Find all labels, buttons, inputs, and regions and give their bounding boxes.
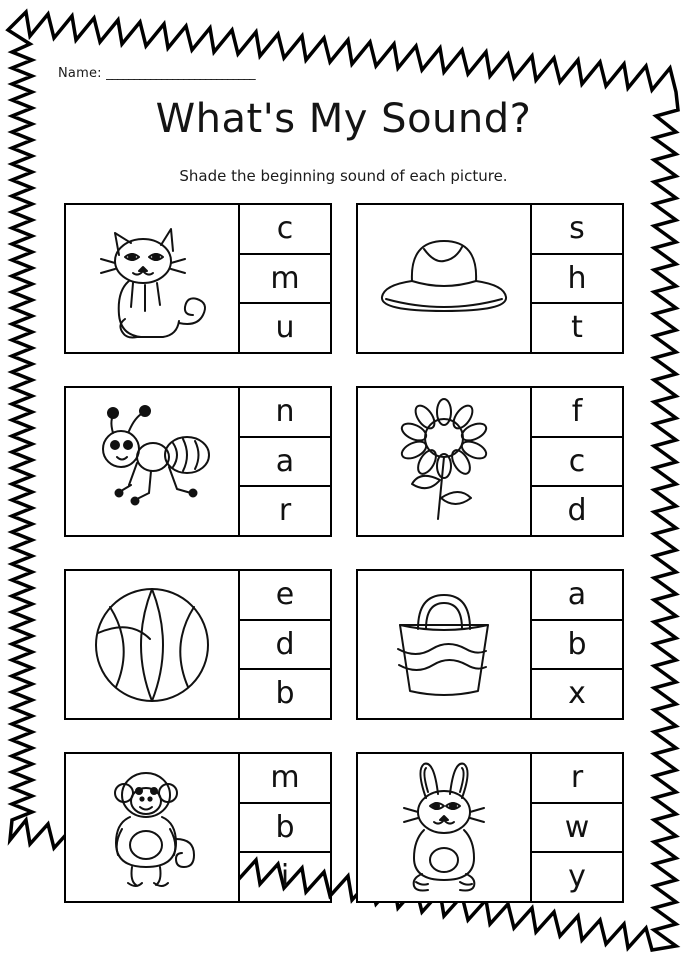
letter-option[interactable]: c [240,205,330,255]
letter-option[interactable]: m [240,754,330,804]
letter-option[interactable]: r [278,493,292,529]
letter-option[interactable]: y [568,859,586,895]
letter-choices [240,752,332,903]
letter-option[interactable]: c [532,438,622,488]
rabbit-picture [356,752,532,903]
letter-option[interactable]: t [571,310,583,346]
letter-option[interactable]: f [532,388,622,438]
name-label: Name: [58,66,102,81]
letter-option[interactable]: i [280,859,290,895]
monkey-picture [64,752,240,903]
ant-picture [64,386,240,537]
exercise-item [64,752,332,903]
letter-option[interactable]: s [532,205,622,255]
name-rule: ___________________________ [106,66,255,81]
exercise-item [64,386,332,537]
flower-picture [356,386,532,537]
exercise-item [356,752,624,903]
letter-choices [532,386,624,537]
name-field[interactable] [58,66,255,81]
exercise-item [356,203,624,354]
letter-choices [240,203,332,354]
letter-choices [240,569,332,720]
letter-option[interactable]: u [275,310,295,346]
letter-choices [240,386,332,537]
letter-option[interactable]: w [532,804,622,854]
exercise-item [64,203,332,354]
exercise-grid [64,203,624,903]
hat-picture [356,203,532,354]
letter-option[interactable]: d [567,493,587,529]
cat-picture [64,203,240,354]
letter-choices [532,569,624,720]
letter-option[interactable]: n [240,388,330,438]
letter-option[interactable]: a [532,571,622,621]
bag-picture [356,569,532,720]
page-title: What's My Sound? [155,96,532,142]
letter-option[interactable]: x [568,676,586,712]
letter-option[interactable]: b [532,621,622,671]
letter-option[interactable]: r [532,754,622,804]
letter-choices [532,752,624,903]
ball-picture [64,569,240,720]
letter-option[interactable]: h [532,255,622,305]
exercise-item [356,569,624,720]
letter-option[interactable]: d [240,621,330,671]
letter-choices [532,203,624,354]
exercise-item [64,569,332,720]
letter-option[interactable]: a [240,438,330,488]
instructions: Shade the beginning sound of each picture. [179,167,508,185]
letter-option[interactable]: b [275,676,295,712]
letter-option[interactable]: e [240,571,330,621]
letter-option[interactable]: b [240,804,330,854]
exercise-item [356,386,624,537]
letter-option[interactable]: m [240,255,330,305]
